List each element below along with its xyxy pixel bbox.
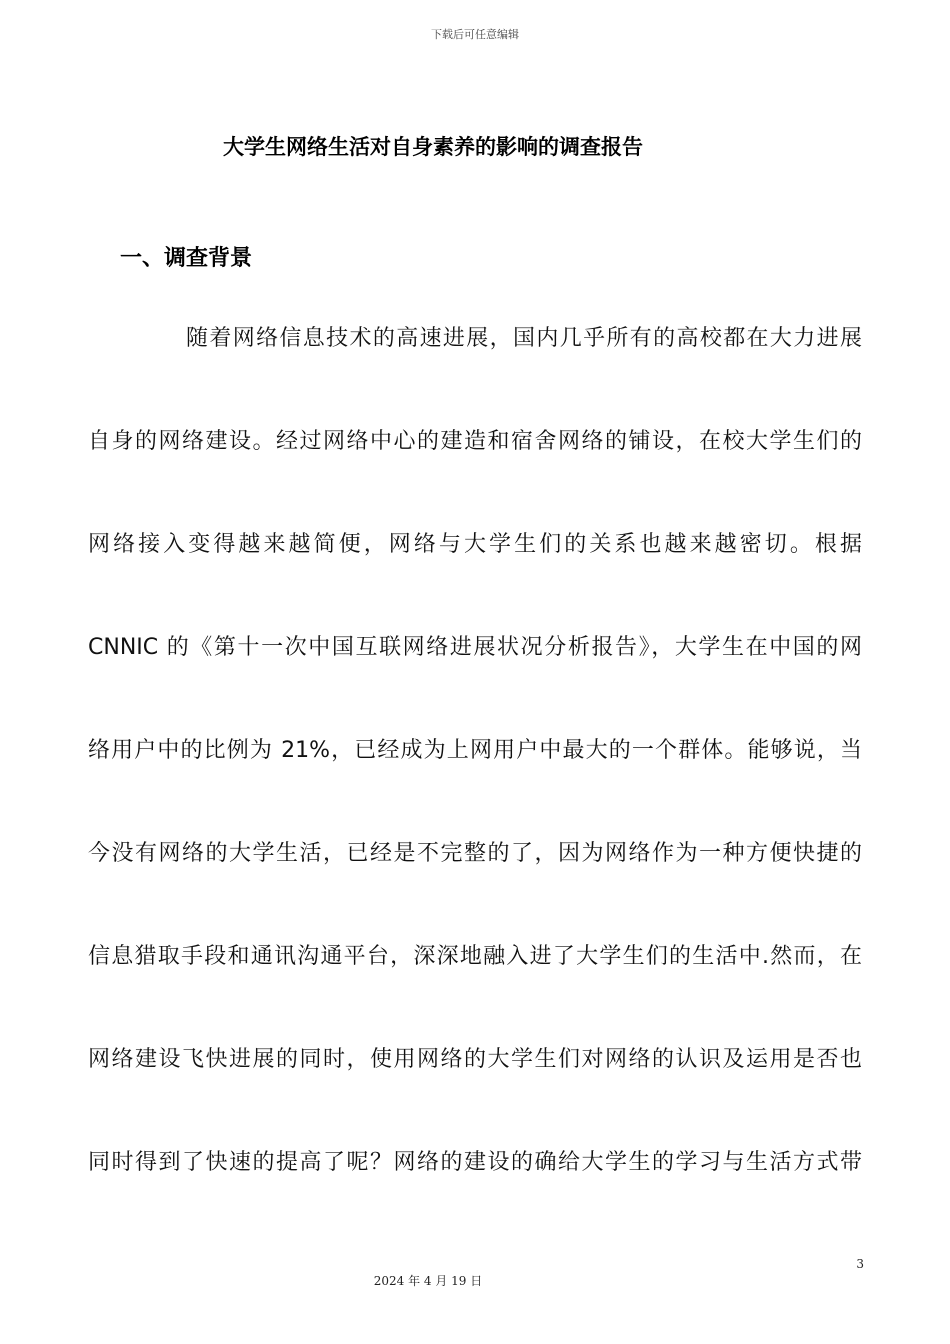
paragraph-line: 络用户中的比例为 21%，已经成为上网用户中最大的一个群体。能够说，当 bbox=[88, 738, 862, 763]
paragraph-line: 网络接入变得越来越简便，网络与大学生们的关系也越来越密切。根据 bbox=[88, 532, 862, 557]
paragraph-line: CNNIC 的《第十一次中国互联网络进展状况分析报告》，大学生在中国的网 bbox=[88, 635, 862, 660]
paragraph-line: 今没有网络的大学生活，已经是不完整的了，因为网络作为一种方便快捷的 bbox=[88, 841, 862, 866]
page-header: 下载后可任意编辑 bbox=[431, 28, 519, 41]
paragraph-line: 随着网络信息技术的高速进展，国内几乎所有的高校都在大力进展 bbox=[186, 326, 862, 351]
body-paragraph bbox=[88, 320, 862, 1247]
document-title: 大学生网络生活对自身素养的影响的调查报告 bbox=[223, 135, 643, 159]
paragraph-line: 自身的网络建设。经过网络中心的建造和宿舍网络的铺设，在校大学生们的 bbox=[88, 429, 862, 454]
paragraph-line: 网络建设飞快进展的同时，使用网络的大学生们对网络的认识及运用是否也 bbox=[88, 1047, 862, 1072]
paragraph-line: 信息猎取手段和通讯沟通平台，深深地融入进了大学生们的生活中.然而，在 bbox=[88, 944, 862, 969]
page-footer-date: 2024 年 4 月 19 日 bbox=[373, 1274, 483, 1288]
page-number: 3 bbox=[856, 1257, 864, 1271]
paragraph-line: 同时得到了快速的提高了呢？网络的建设的确给大学生的学习与生活方式带 bbox=[88, 1150, 862, 1175]
section-heading: 一、调查背景 bbox=[120, 246, 253, 271]
